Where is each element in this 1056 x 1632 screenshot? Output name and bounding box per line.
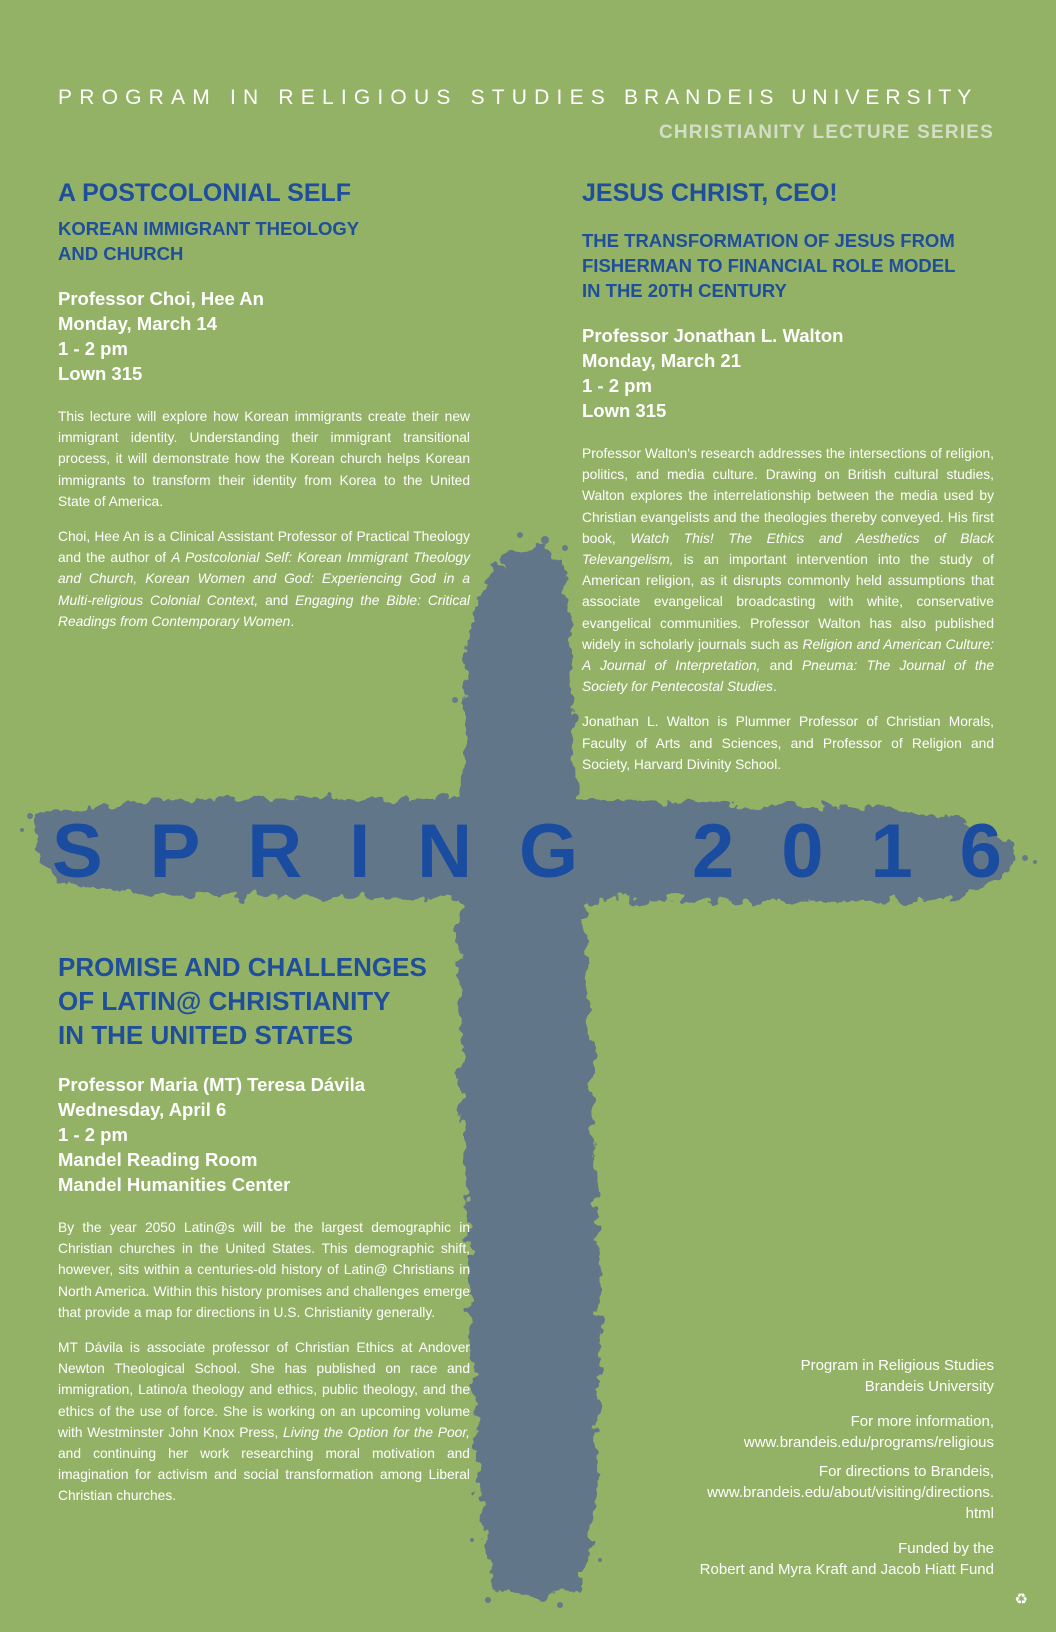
lecture-2-date: Monday, March 21 xyxy=(582,350,742,371)
lecture-3-bio xyxy=(58,1337,470,1507)
footer-directions-label: For directions to Brandeis, xyxy=(818,1463,994,1480)
lecture-1-details xyxy=(58,286,470,386)
lecture-1-abstract: This lecture will explore how Korean immigrants create their new immigrant identity. Understanding their immigrant transitional process, it will demonstrate how the Korean church helps Korean immigrants to transform their identity from Korea to the United State of America. xyxy=(58,409,470,509)
lecture-2-abstract xyxy=(582,443,994,697)
footer-info-label: For more information, xyxy=(850,1413,994,1430)
lecture-3-abstract: By the year 2050 Latin@s will be the largest demographic in Christian churches in the United States. This demographic shift, however, sits within a centuries-old history of Latin@ Christians in North America. Within this history promises and challenges emerge that provide a map for directions in U.S. Christianity generally. xyxy=(58,1220,470,1320)
season-spacer xyxy=(625,812,645,892)
series-heading: CHRISTIANITY LECTURE SERIES xyxy=(658,122,994,143)
lecture-2-location: Lown 315 xyxy=(582,400,667,421)
season-letter: 2 xyxy=(692,809,735,894)
lecture-3-date: Wednesday, April 6 xyxy=(58,1099,227,1120)
lecture-1-subtitle-line: AND CHURCH xyxy=(58,243,184,264)
recycle-icon: ♻ xyxy=(1014,1591,1028,1608)
footer-university: Brandeis University xyxy=(864,1378,994,1395)
bio-book-title: A Postcolonial Self: Korean Immigrant Theology and Church, Korean Women and God: Experiencing God in a Multi-religious Colonial Context, xyxy=(58,550,470,608)
lecture-2-speaker: Professor Jonathan L. Walton xyxy=(582,325,844,346)
lecture-2-bio: Jonathan L. Walton is Plummer Professor of Christian Morals, Faculty of Arts and Sciences, and Professor of Religion and Society, Harvard Divinity School. xyxy=(582,714,994,772)
lecture-3 xyxy=(58,950,470,1507)
abstract-text: Professor Walton's research addresses the intersections of religion, politics, and media culture. Drawing on British cultural studies, Walton explores the interrelationship between the media used by Christian evangelists and the theologies thereby conveyed. His first book, xyxy=(582,446,994,546)
season-letter: G xyxy=(519,809,579,894)
season-letter: I xyxy=(349,809,371,894)
lecture-1 xyxy=(58,178,470,632)
footer-org-name: Program in Religious Studies xyxy=(800,1357,994,1374)
lecture-2 xyxy=(582,178,994,775)
lecture-1-location: Lown 315 xyxy=(58,363,143,384)
lecture-2-title: JESUS CHRIST, CEO! xyxy=(582,179,838,207)
program-heading: PROGRAM IN RELIGIOUS STUDIES xyxy=(58,86,612,109)
lecture-2-details xyxy=(582,323,994,423)
lecture-3-title-line: PROMISE AND CHALLENGES xyxy=(58,952,427,982)
abstract-text: is an important intervention into the study of American religion, as it disrupts commonly held assumptions that associate evangelical broadcasting with white, conservative evangelical communities. Professor Walton has also published widely in scholarly journals such as xyxy=(582,552,994,652)
lecture-1-title: A POSTCOLONIAL SELF xyxy=(58,179,352,207)
lecture-3-speaker: Professor Maria (MT) Teresa Dávila xyxy=(58,1074,366,1095)
lecture-3-building: Mandel Humanities Center xyxy=(58,1174,291,1195)
lecture-1-time: 1 - 2 pm xyxy=(58,338,128,359)
footer-directions-link[interactable]: html xyxy=(965,1505,994,1522)
abstract-book-title: Watch This! The Ethics and Aesthetics of Black Televangelism, xyxy=(582,530,995,568)
abstract-journal-title: Religion and American Culture: A Journal of Interpretation, xyxy=(582,636,994,674)
bio-book-title: Living the Option for the Poor, xyxy=(283,1424,470,1440)
season-letter: R xyxy=(247,809,303,894)
lecture-3-title-line: IN THE UNITED STATES xyxy=(58,1020,354,1050)
season-letter: S xyxy=(52,809,103,894)
lecture-3-location: Mandel Reading Room xyxy=(58,1149,258,1170)
bio-book-title: Engaging the Bible: Critical Readings from Contemporary Women xyxy=(58,592,470,629)
lecture-1-date: Monday, March 14 xyxy=(58,313,218,334)
footer-directions-link[interactable]: www.brandeis.edu/about/visiting/directions. xyxy=(707,1484,994,1501)
season-letter: 0 xyxy=(781,809,824,894)
season-letter: 1 xyxy=(870,809,913,894)
season-letter: P xyxy=(149,809,201,894)
footer-directions xyxy=(574,1461,994,1524)
abstract-text: . xyxy=(772,679,777,695)
abstract-journal-title: Pneuma: The Journal of the Society for Pentecostal Studies xyxy=(582,658,995,695)
footer-funder: Robert and Myra Kraft and Jacob Hiatt Fund xyxy=(699,1561,994,1578)
season-letter: 6 xyxy=(959,809,1002,894)
bio-text: Choi, Hee An is a Clinical Assistant Professor of Practical Theology and the author of xyxy=(58,529,470,566)
lecture-2-subtitle-line: IN THE 20TH CENTURY xyxy=(582,280,787,301)
lecture-1-speaker: Professor Choi, Hee An xyxy=(58,288,264,309)
lecture-2-subtitle-line: THE TRANSFORMATION OF JESUS FROM xyxy=(582,230,955,251)
season-letter: N xyxy=(417,809,473,894)
university-heading: BRANDEIS UNIVERSITY xyxy=(624,86,978,109)
lecture-3-title-line: OF LATIN@ CHRISTIANITY xyxy=(58,986,391,1016)
bio-text: MT Dávila is associate professor of Christian Ethics at Andover Newton Theological School. She has published on race and immigration, Latino/a theology and ethics, public theology, and the ethics of the use of force. She is working on an upcoming volume with Westminster John Knox Press, xyxy=(58,1340,470,1440)
bio-text: and xyxy=(258,592,296,608)
footer-info-link[interactable]: www.brandeis.edu/programs/religious xyxy=(743,1434,994,1451)
lecture-2-subtitle-line: FISHERMAN TO FINANCIAL ROLE MODEL xyxy=(582,255,956,276)
bio-text: and continuing her work researching moral motivation and imagination for activism and social transformation among Liberal Christian churches. xyxy=(58,1446,470,1504)
lecture-1-subtitle-line: KOREAN IMMIGRANT THEOLOGY xyxy=(58,218,360,239)
lecture-3-details xyxy=(58,1072,470,1197)
footer-org xyxy=(574,1355,994,1397)
footer-funded-label: Funded by the xyxy=(898,1540,994,1557)
season-banner xyxy=(52,809,1002,894)
abstract-text: and xyxy=(760,658,802,674)
footer-funding xyxy=(574,1538,994,1580)
lecture-1-subtitle xyxy=(58,216,470,266)
lecture-2-time: 1 - 2 pm xyxy=(582,375,652,396)
lecture-3-title xyxy=(58,950,470,1052)
lecture-1-bio xyxy=(58,526,470,632)
lecture-3-time: 1 - 2 pm xyxy=(58,1124,128,1145)
footer-info xyxy=(574,1355,994,1588)
footer-more-info xyxy=(574,1411,994,1453)
lecture-2-subtitle xyxy=(582,228,994,303)
bio-text: . xyxy=(290,613,295,629)
